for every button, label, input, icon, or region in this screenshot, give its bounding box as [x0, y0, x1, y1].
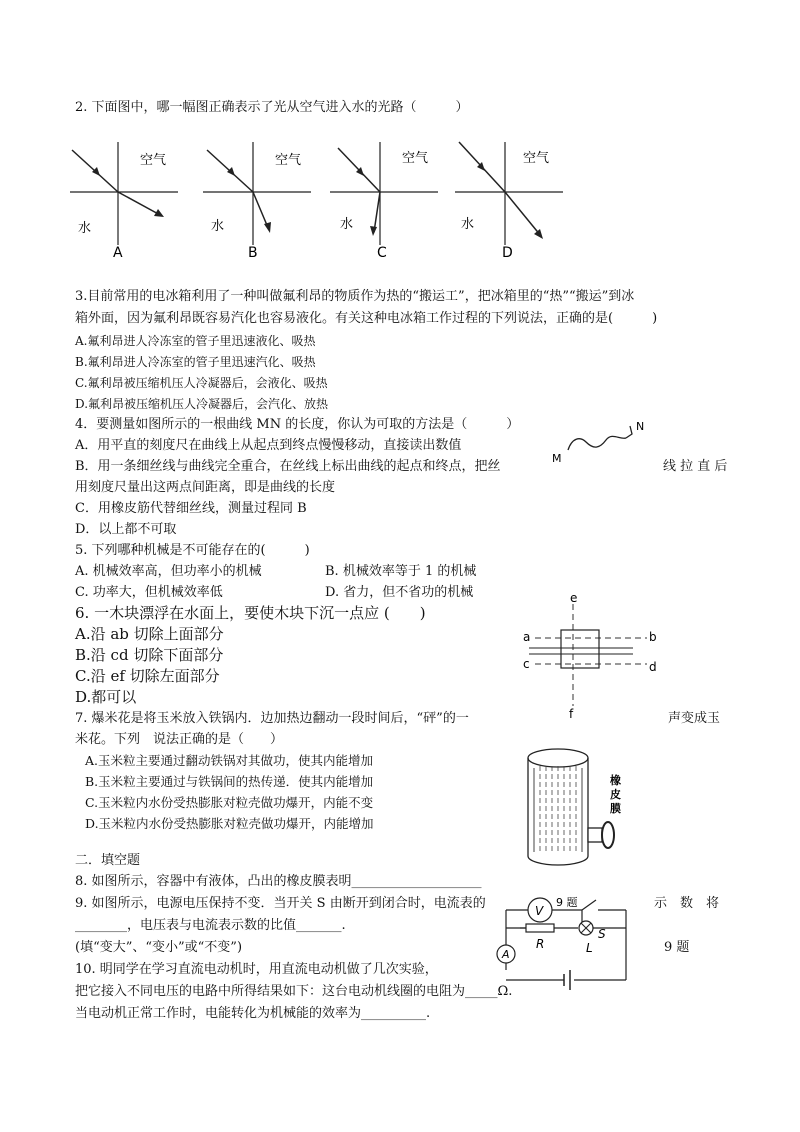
label-b: b — [649, 630, 657, 644]
membrane-char-1: 橡 — [610, 774, 621, 787]
container-membrane-figure — [518, 744, 638, 874]
q4-option-c: C．用橡皮筋代替细丝线，测量过程同 B — [75, 501, 307, 516]
q3-option-c: C.氟利昂被压缩机压人冷凝器后，会液化、吸热 — [75, 376, 328, 390]
q7-option-b: B.玉米粒主要通过与铁锅间的热传递．使其内能增加 — [85, 774, 374, 789]
q9-line1: 9. 如图所示，电源电压保持不变．当开关 S 由断开到闭合时，电流表的 — [75, 896, 486, 911]
q9-line1-tail: 示 数 将 — [654, 896, 720, 911]
label-e: e — [570, 591, 578, 605]
label-n: N — [636, 420, 645, 433]
q8-text: 8. 如图所示，容器中有液体，凸出的橡皮膜表明____________________ — [75, 874, 482, 889]
q10-line1: 10. 明同学在学习直流电动机时，用直流电动机做了几次实验， — [75, 962, 438, 977]
membrane-char-2: 皮 — [610, 788, 621, 801]
q4-option-d: D．以上都不可取 — [75, 522, 177, 537]
q10-line3: 当电动机正常工作时，电能转化为机械能的效率为__________. — [75, 1006, 431, 1021]
q5-option-b: B. 机械效率等于 1 的机械 — [325, 564, 477, 579]
q10-line2: 把它接入不同电压的电路中所得结果如下：这台电动机线圈的电阻为_____Ω. — [75, 984, 513, 999]
curve-mn-figure — [548, 418, 658, 468]
label-c: c — [523, 657, 530, 671]
wood-block-figure — [515, 590, 665, 722]
q6-option-a: A.沿 ab 切除上面部分 — [75, 625, 224, 643]
q4-option-b-line2: 用刻度尺量出这两点间距离，即是曲线的长度 — [75, 480, 336, 495]
option-label: D — [502, 245, 513, 261]
q5-option-a: A. 机械效率高，但功率小的机械 — [75, 564, 262, 579]
q6-option-c: C.沿 ef 切除左面部分 — [75, 667, 220, 685]
q5-option-d: D. 省力，但不省功的机械 — [325, 585, 474, 600]
q3-stem-line2: 箱外面，因为氟利昂既容易汽化也容易液化。有关这种电冰箱工作过程的下列说法，正确的是( ) — [75, 311, 658, 326]
q9-figure-label-right: 9 题 — [664, 940, 690, 955]
q5-option-c: C. 功率大，但机械效率低 — [75, 585, 223, 600]
resistor-label: R — [536, 937, 545, 951]
lamp-label: L — [586, 941, 593, 955]
q4-option-b-line1: B．用一条细丝线与曲线完全重合，在丝线上标出曲线的起点和终点，把丝 — [75, 459, 501, 474]
q6-option-d: D.都可以 — [75, 688, 137, 706]
water-label: 水 — [211, 219, 225, 234]
air-label: 空气 — [275, 153, 302, 168]
circuit-figure — [490, 888, 640, 992]
q4-stem: 4．要测量如图所示的一根曲线 MN 的长度，你认为可取的方法是（ ） — [75, 417, 520, 432]
label-f: f — [569, 707, 574, 721]
option-label: A — [113, 245, 123, 261]
section-title: 二．填空题 — [75, 853, 141, 868]
q7-stem-line1: 7. 爆米花是将玉米放入铁锅内．边加热边翻动一段时间后，“砰”的一 — [75, 711, 469, 726]
q3-option-b: B.氟利昂进人冷冻室的管子里迅速汽化、吸热 — [75, 355, 316, 369]
q3-stem-line1: 3.目前常用的电冰箱利用了一种叫做氟利昂的物质作为热的“搬运工”，把冰箱里的“热”“搬运”到冰 — [75, 289, 635, 304]
q7-option-c: C.玉米粒内水份受热膨胀对粒壳做功爆开，内能不变 — [85, 795, 374, 810]
q2-figure-a — [70, 140, 180, 262]
q5-stem: 5. 下列哪种机械是不可能存在的( ) — [75, 543, 310, 558]
q4-option-a: A．用平直的刻度尺在曲线上从起点到终点慢慢移动，直接读出数值 — [75, 438, 462, 453]
q3-option-a: A.氟利昂进人冷冻室的管子里迅速液化、吸热 — [75, 334, 316, 348]
q7-option-d: D.玉米粒内水份受热膨胀对粒壳做功爆开，内能增加 — [85, 816, 374, 831]
q9-line2: ________，电压表与电流表示数的比值_______. — [75, 918, 346, 933]
option-label: C — [377, 245, 387, 261]
air-label: 空气 — [140, 153, 167, 168]
q2-figure-c — [330, 140, 440, 262]
label-d: d — [649, 660, 657, 674]
q6-stem: 6. 一木块漂浮在水面上，要使木块下沉一点应 ( ) — [75, 604, 426, 622]
q9-line3: (填“变大”、“变小”或“不变”) — [75, 940, 243, 955]
q7-stem-line2: 米花。下列 说法正确的是（ ） — [75, 732, 284, 747]
q2-figure-b — [203, 140, 313, 262]
figure-label: 9 题 — [556, 896, 578, 909]
q2-figure-d — [455, 140, 565, 262]
air-label: 空气 — [402, 151, 429, 166]
q7-option-a: A.玉米粒主要通过翻动铁锅对其做功，使其内能增加 — [85, 753, 374, 768]
membrane-char-3: 膜 — [610, 802, 621, 815]
q6-option-b: B.沿 cd 切除下面部分 — [75, 646, 224, 664]
air-label: 空气 — [523, 151, 550, 166]
voltmeter-label: V — [535, 904, 544, 918]
q3-option-d: D.氟利昂被压缩机压人冷凝器后，会汽化、放热 — [75, 397, 329, 411]
q4-option-b-tail: 线 拉 直 后 — [663, 459, 728, 474]
q7-stem-tail: 声变成玉 — [668, 711, 721, 726]
ammeter-label: A — [502, 948, 510, 961]
water-label: 水 — [340, 217, 354, 232]
label-a: a — [523, 630, 531, 644]
q2-stem: 2. 下面图中，哪一幅图正确表示了光从空气进入水的光路（ ） — [75, 100, 469, 115]
water-label: 水 — [78, 221, 92, 236]
option-label: B — [248, 245, 258, 261]
water-label: 水 — [461, 217, 475, 232]
label-m: M — [552, 452, 562, 465]
switch-label: S — [598, 927, 606, 941]
